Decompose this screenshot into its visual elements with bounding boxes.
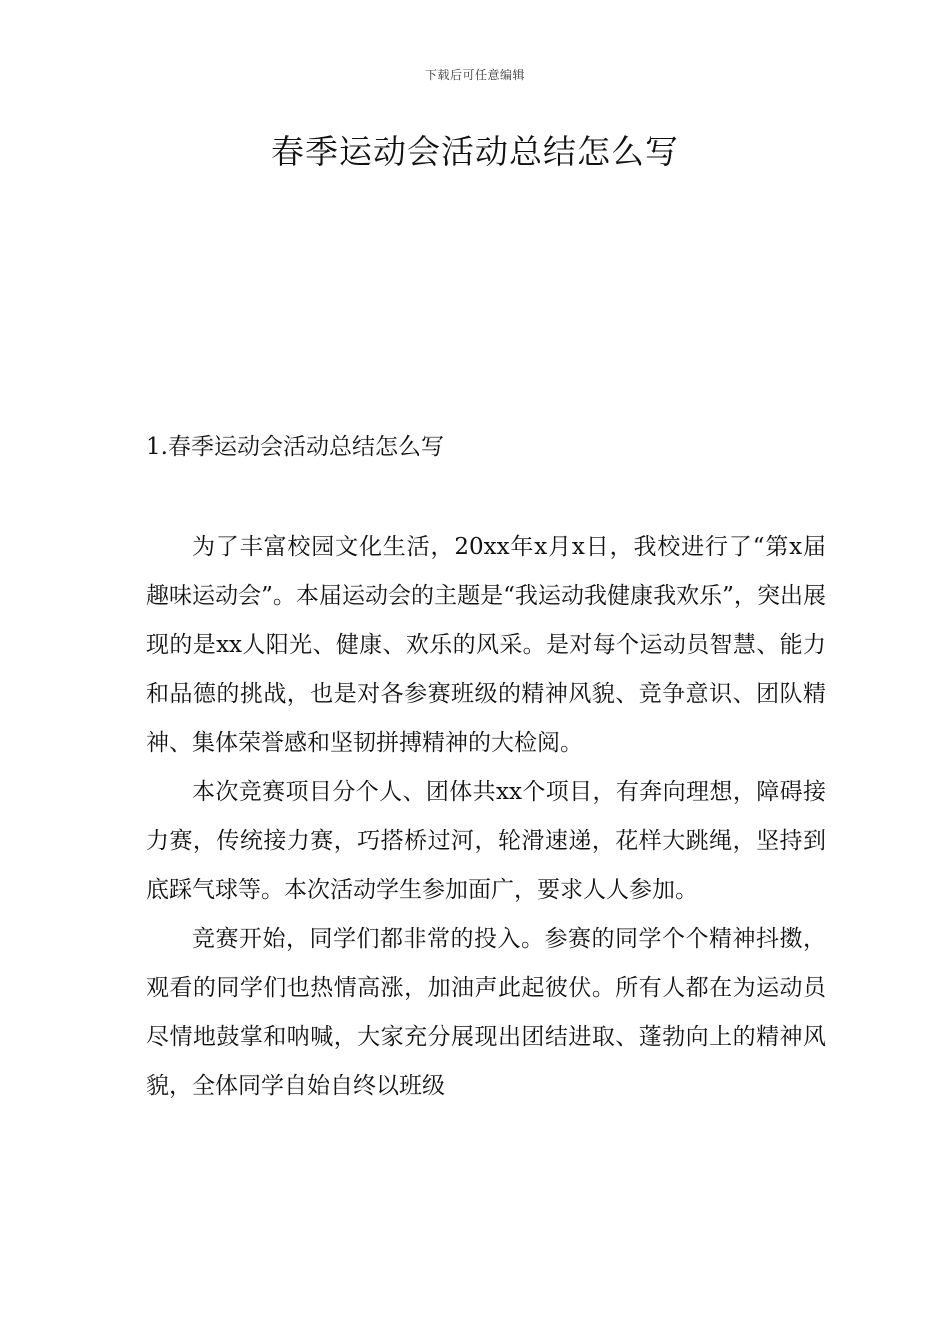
body-text [146, 523, 826, 1111]
header-note: 下载后可任意编辑 [424, 68, 525, 82]
paragraph-2: 本次竞赛项目分个人、团体共xx个项目，有奔向理想，障碍接力赛，传统接力赛，巧搭桥过河，轮滑速递，花样大跳绳，坚持到底踩气球等。本次活动学生参加面广，要求人人参加。 [146, 779, 826, 903]
document-title: 春季运动会活动总结怎么写 [271, 132, 679, 171]
paragraph-3: 竞赛开始，同学们都非常的投入。参赛的同学个个精神抖擞，观看的同学们也热情高涨，加油声此起彼伏。所有人都在为运动员尽情地鼓掌和呐喊，大家充分展现出团结进取、蓬勃向上的精神风貌，全体同学自始自终以班级 [146, 926, 826, 1099]
section-heading: 1.春季运动会活动总结怎么写 [146, 434, 444, 460]
paragraph-1: 为了丰富校园文化生活，20xx年x月x日，我校进行了“第x届趣味运动会”。本届运动会的主题是“我运动我健康我欢乐”，突出展现的是xx人阳光、健康、欢乐的风采。是对每个运动员智慧、能力和品德的挑战，也是对各参赛班级的精神风貌、竞争意识、团队精神、集体荣誉感和坚韧拼搏精神的大检阅。 [146, 534, 826, 756]
